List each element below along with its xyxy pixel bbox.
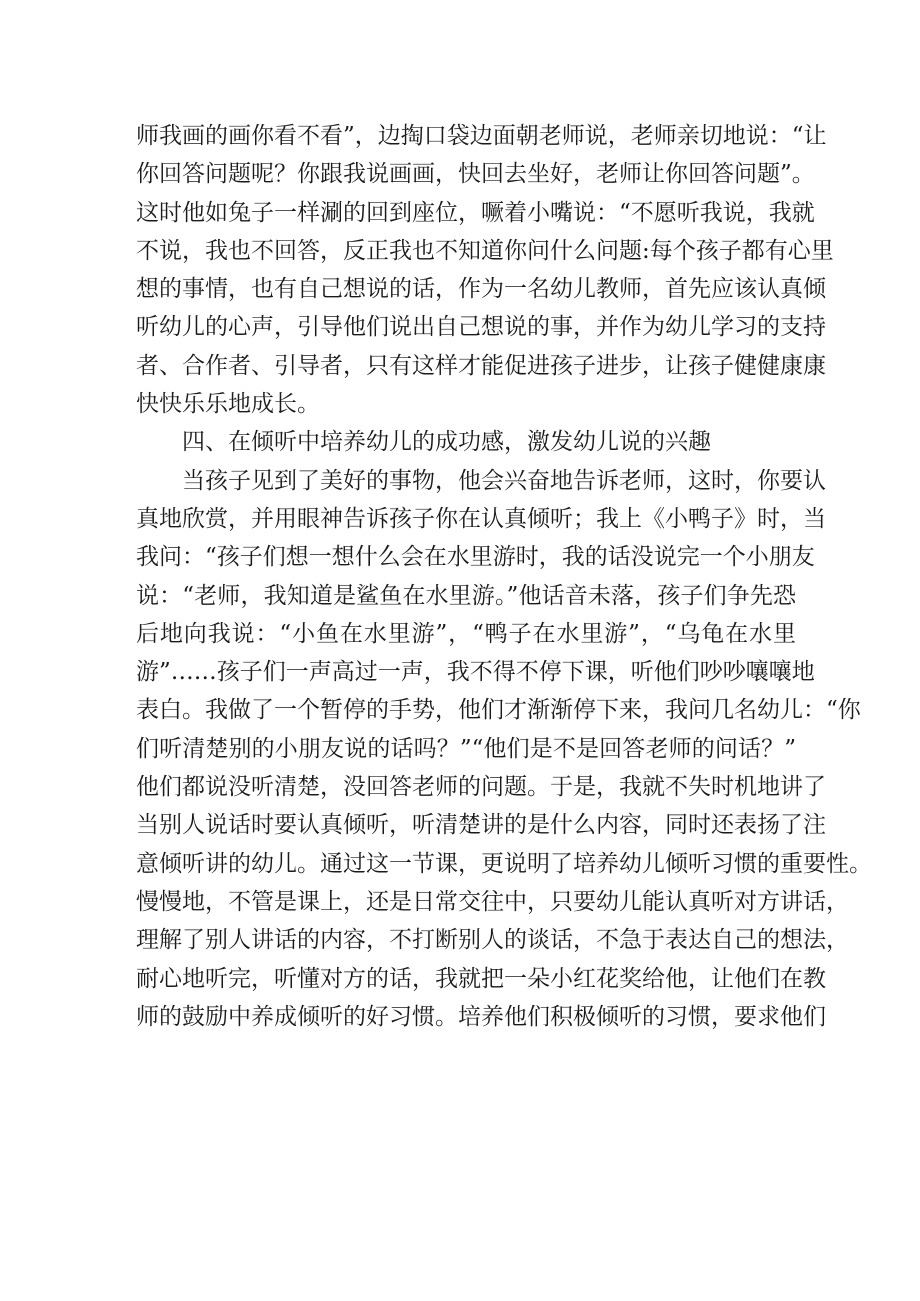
text-line: 说：“老师，我知道是鲨鱼在水里游。”他话音未落，孩子们争先恐 <box>136 582 796 609</box>
text-line: 当孩子见到了美好的事物，他会兴奋地告诉老师，这时，你要认 <box>182 467 826 494</box>
text-line: 真地欣赏，并用眼神告诉孩子你在认真倾听；我上《小鸭子》时，当 <box>136 505 826 532</box>
text-line: 师的鼓励中养成倾听的好习惯。培养他们积极倾听的习惯，要求他们 <box>136 1003 826 1030</box>
text-line: 们听清楚别的小朋友说的话吗？”“他们是不是回答老师的问话？” <box>136 735 796 762</box>
text-line: 慢慢地，不管是课上，还是日常交往中，只要幼儿能认真听对方讲话， <box>136 888 849 915</box>
text-line: 理解了别人讲话的内容，不打断别人的谈话，不急于表达自己的想法， <box>136 927 849 954</box>
text-line: 想的事情，也有自己想说的话，作为一名幼儿教师，首先应该认真倾 <box>136 276 826 303</box>
text-line: 意倾听讲的幼儿。通过这一节课，更说明了培养幼儿倾听习惯的重要性。 <box>136 850 872 877</box>
text-line: 这时他如兔子一样涮的回到座位，噘着小嘴说：“不愿听我说，我就 <box>136 199 815 226</box>
text-line: 当别人说话时要认真倾听，听清楚讲的是什么内容，同时还表扬了注 <box>136 812 826 839</box>
text-line: 表白。我做了一个暂停的手势，他们才渐渐停下来，我问几名幼儿：“你 <box>136 697 861 724</box>
document-body <box>136 117 872 1036</box>
text-line: 不说，我也不回答，反正我也不知道你问什么问题:每个孩子都有心里 <box>136 237 834 264</box>
text-line: 师我画的画你看不看”，边掏口袋边面朝老师说，老师亲切地说：“让 <box>136 123 827 149</box>
text-line: 者、合作者、引导者，只有这样才能促进孩子进步，让孩子健健康康 <box>136 352 826 379</box>
text-line: 游”……孩子们一声高过一声，我不得不停下课，听他们吵吵嚷嚷地 <box>136 659 815 686</box>
paragraph-body <box>136 462 872 1036</box>
paragraph-continuation <box>136 117 834 423</box>
text-line: 你回答问题呢？你跟我说画画，快回去坐好，老师让你回答问题”。 <box>136 161 815 188</box>
text-line: 快快乐乐地成长。 <box>136 391 320 418</box>
text-line: 后地向我说：“小鱼在水里游”，“鸭子在水里游”，“乌龟在水里 <box>136 620 796 647</box>
text-line: 听幼儿的心声，引导他们说出自己想说的事，并作为幼儿学习的支持 <box>136 314 826 341</box>
text-line: 他们都说没听清楚，没回答老师的问题。于是，我就不失时机地讲了 <box>136 774 826 801</box>
section-heading: 四、在倾听中培养幼儿的成功感，激发幼儿说的兴趣 <box>182 429 711 456</box>
text-line: 我问：“孩子们想一想什么会在水里游时，我的话没说完一个小朋友 <box>136 544 815 571</box>
text-line: 耐心地听完，听懂对方的话，我就把一朵小红花奖给他，让他们在教 <box>136 965 826 992</box>
